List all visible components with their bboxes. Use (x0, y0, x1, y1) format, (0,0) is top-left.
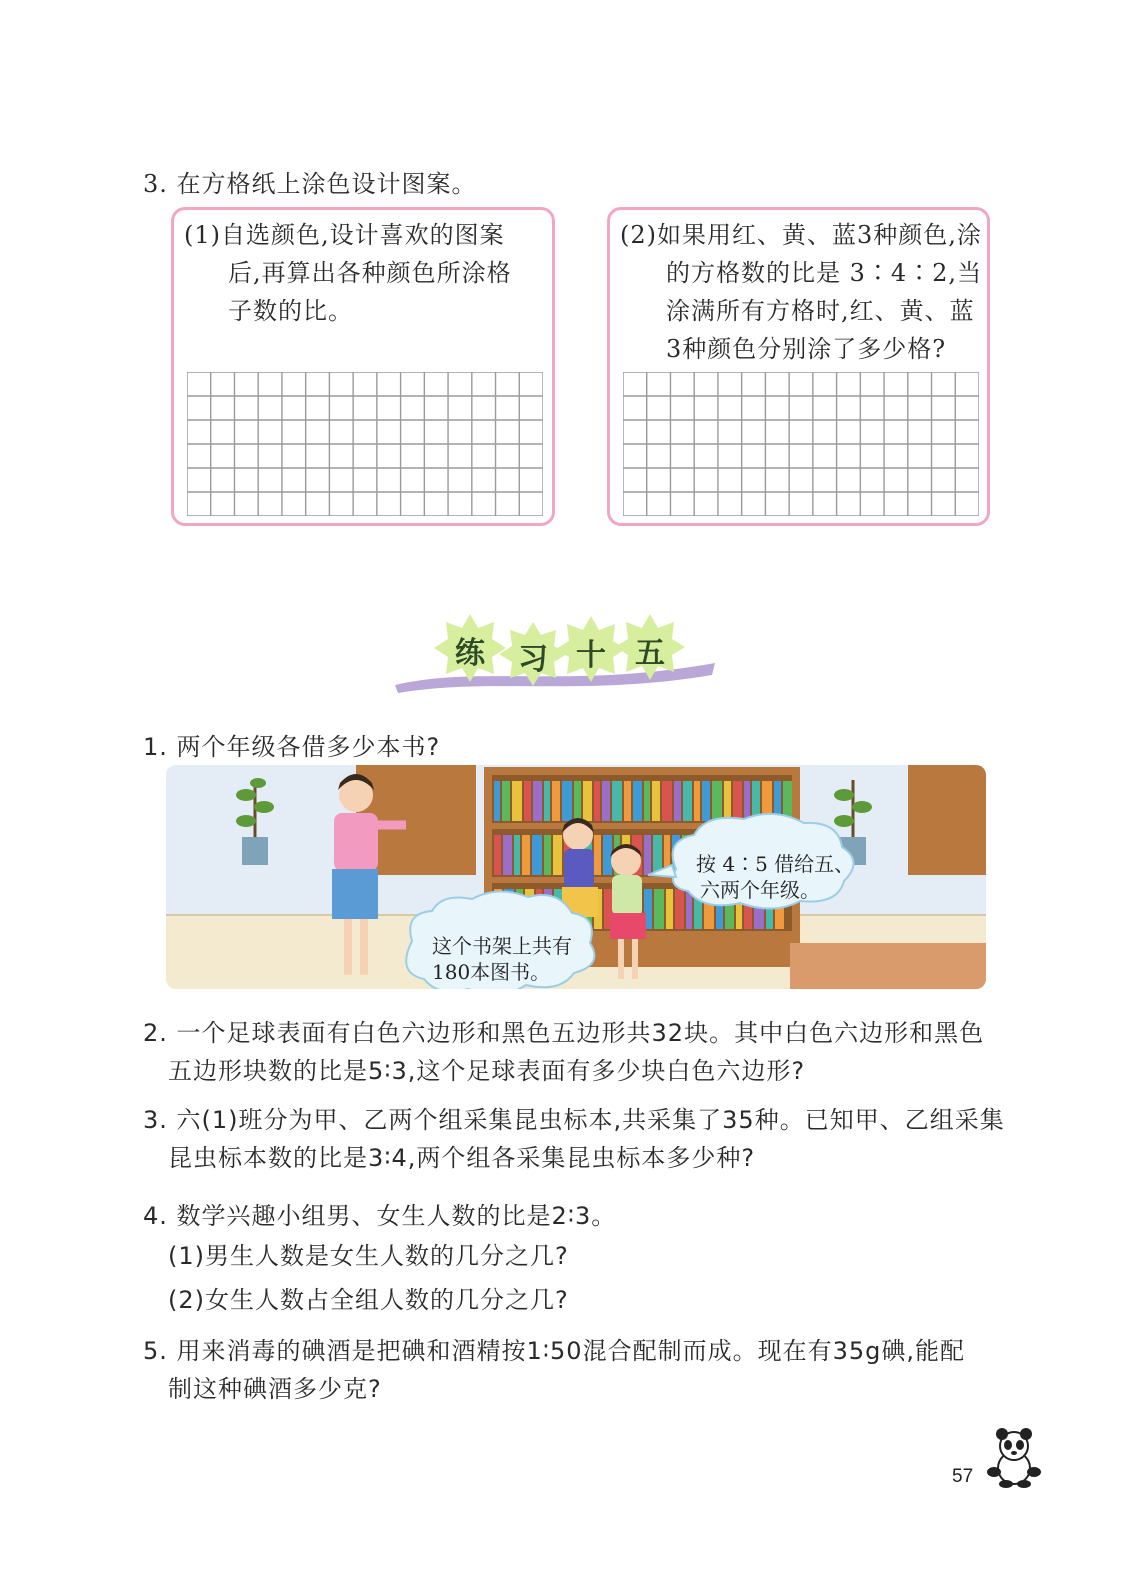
book-spine (512, 781, 522, 821)
book-spine (694, 781, 700, 821)
bubble-left-line2: 180本图书。 (432, 960, 551, 984)
book-spine (503, 835, 512, 875)
box2-line1: (2)如果用红、黄、蓝3种颜色,涂 (620, 221, 982, 249)
book-spine (654, 889, 664, 929)
book-spine (662, 781, 672, 821)
book-spine (674, 781, 681, 821)
book-spine (602, 781, 610, 821)
page-number: 57 (952, 1466, 974, 1487)
book-spine (733, 781, 742, 821)
q3-heading: 3. 在方格纸上涂色设计图案。 (143, 170, 477, 198)
box1-line2: 后,再算出各种颜色所涂格 (228, 259, 512, 287)
book-spine (683, 781, 692, 821)
book-spine (544, 835, 551, 875)
book-spine (644, 835, 651, 875)
box2-line3: 涂满所有方格时,红、黄、蓝 (666, 297, 975, 325)
title-char-1: 练 (455, 636, 485, 671)
book-spine (553, 835, 562, 875)
book-spine (666, 889, 673, 929)
book-spine (514, 835, 520, 875)
book-spine (594, 835, 601, 875)
book-spine (652, 781, 660, 821)
book-spine (624, 781, 631, 821)
design-box-2 (607, 207, 990, 526)
book-spine (522, 835, 530, 875)
box1-line3: 子数的比。 (228, 297, 353, 325)
problem-1: 1. 两个年级各借多少本书? (143, 733, 441, 761)
book-spine (702, 781, 710, 821)
book-spine (712, 781, 722, 821)
library-scene-art (166, 765, 986, 989)
book-spine (562, 781, 572, 821)
bubble-right-line2: 六两个年级。 (700, 878, 820, 902)
title-char-2: 习 (518, 642, 548, 677)
book-spine (552, 781, 560, 821)
book-spine (744, 781, 750, 821)
book-spine (533, 781, 542, 821)
panda-icon (986, 1428, 1042, 1488)
library-illustration (166, 765, 986, 989)
problem-3-line1: 3. 六(1)班分为甲、乙两个组采集昆虫标本,共采集了35种。已知甲、乙组采集 (143, 1106, 1005, 1134)
book-spine (574, 781, 581, 821)
book-spine (524, 781, 531, 821)
book-spine (603, 835, 612, 875)
problem-4-line1: 4. 数学兴趣小组男、女生人数的比是2∶3。 (143, 1202, 617, 1230)
book-spine (612, 781, 622, 821)
book-spine (532, 835, 542, 875)
book-spine (594, 781, 600, 821)
problem-2-line1: 2. 一个足球表面有白色六边形和黑色五边形共32块。其中白色六边形和黑色 (143, 1019, 985, 1047)
box2-line2: 的方格数的比是 3∶4∶2,当 (666, 259, 983, 287)
design-box-1 (171, 207, 555, 526)
bubble-left-line1: 这个书架上共有 (432, 934, 572, 958)
book-spine (583, 781, 592, 821)
book-spine (633, 781, 642, 821)
box2-line4: 3种颜色分别涂了多少格? (666, 335, 947, 363)
problem-5-line1: 5. 用来消毒的碘酒是把碘和酒精按1∶50混合配制而成。现在有35g碘,能配 (143, 1337, 965, 1365)
book-spine (675, 889, 684, 929)
problem-4-sub1: (1)男生人数是女生人数的几分之几? (168, 1242, 569, 1270)
book-spine (544, 781, 550, 821)
bubble-right-line1: 按 4∶5 借给五、 (696, 852, 855, 876)
box1-line1: (1)自选颜色,设计喜欢的图案 (184, 221, 505, 249)
book-spine (502, 781, 510, 821)
title-char-4: 五 (635, 636, 665, 671)
problem-3-line2: 昆虫标本数的比是3∶4,两个组各采集昆虫标本多少种? (168, 1144, 756, 1172)
problem-5-line2: 制这种碘酒多少克? (168, 1375, 382, 1403)
problem-4-sub2: (2)女生人数占全组人数的几分之几? (168, 1286, 569, 1314)
book-spine (494, 781, 500, 821)
book-spine (494, 835, 501, 875)
grid-paper-1[interactable] (187, 372, 543, 516)
grid-paper-2[interactable] (623, 372, 979, 516)
book-spine (644, 781, 650, 821)
book-spine (724, 781, 731, 821)
problem-2-line2: 五边形块数的比是5∶3,这个足球表面有多少块白色六边形? (168, 1057, 806, 1085)
title-char-3: 十 (576, 638, 606, 673)
